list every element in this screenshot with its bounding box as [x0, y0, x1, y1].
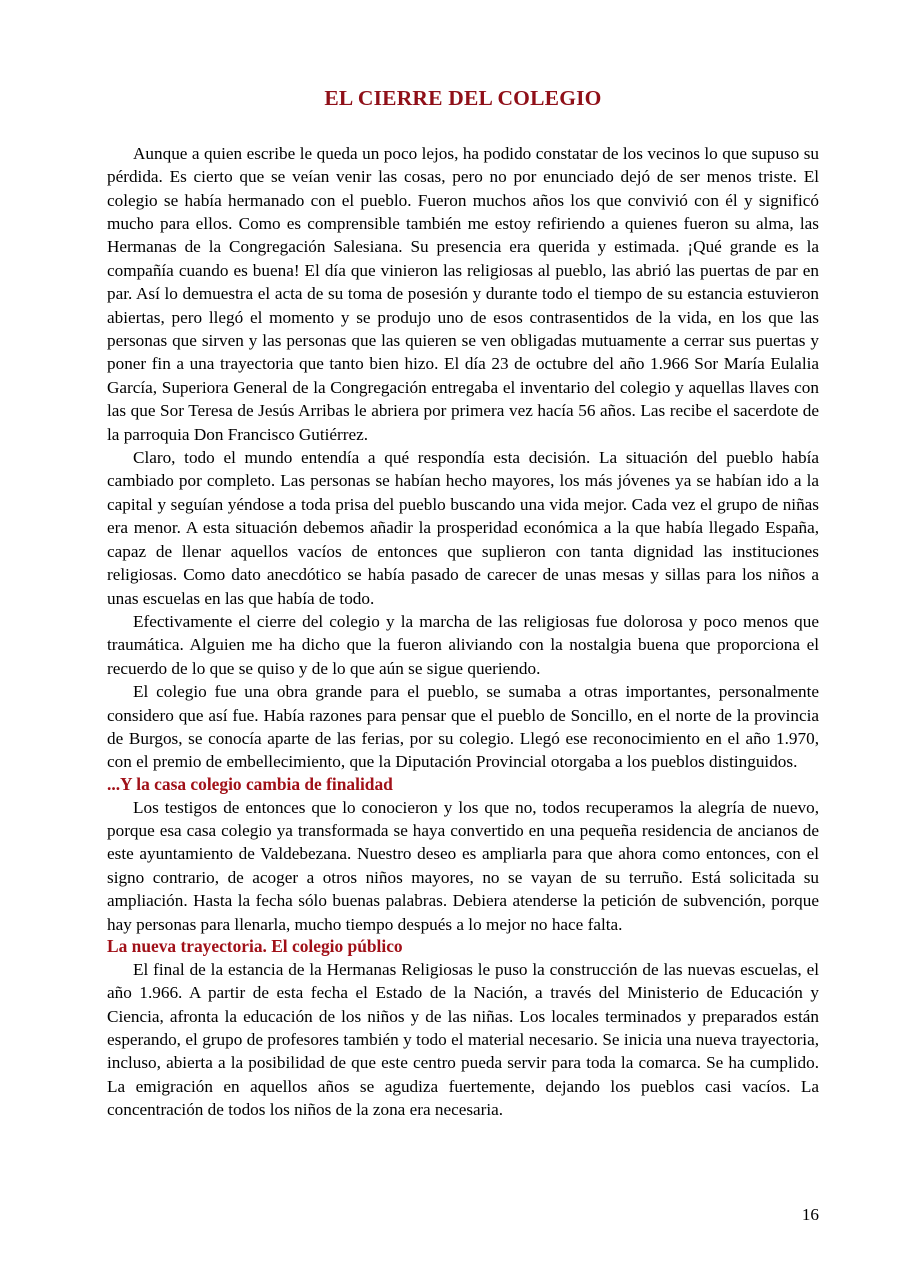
paragraph-recognition: El colegio fue una obra grande para el pueblo, se sumaba a otras importantes, personalmente considero que así fue. Había razones para pensar que el pueblo de Soncillo, en el norte de la provincia de Burgos, se conocía aparte de las ferias, por su colegio. Llegó ese reconocimiento en el año 1.970, con el premio de embellecimiento, que la Diputación Provincial otorgaba a los pueblos distinguidos. [107, 682, 819, 772]
paragraph-nueva-trayectoria: El final de la estancia de la Hermanas Religiosas le puso la construcción de las nuevas escuelas, el año 1.966. A partir de esta fecha el Estado de la Nación, a través del Ministerio de Educación y Ciencia, afronta la educación de los niños y de las niñas. Los locales terminados y preparados están esperando, el grupo de profesores también y todo el material necesario. Se inicia una nueva trayectoria, incluso, abierta a la posibilidad de que este centro pueda servir para toda la comarca. Se ha cumplido. La emigración en aquellos años se agudiza fuertemente, dejando los pueblos casi vacíos. La concentración de todos los niños de la zona era necesaria. [107, 959, 819, 1120]
section-heading-casa-colegio: ...Y la casa colegio cambia de finalidad [107, 773, 393, 794]
paragraph-context: Claro, todo el mundo entendía a qué respondía esta decisión. La situación del pueblo había cambiado por completo. Las personas se habían hecho mayores, los más jóvenes ya se habían ido a la capital y seguían yéndose a toda prisa del pueblo buscando una vida mejor. Cada vez el grupo de niñas era menor. A esta situación debemos añadir la prosperidad económica a la que había llegado España, capaz de llenar aquellos vacíos de entonces que suplieron con tanta dignidad las instituciones religiosas. Como dato anecdótico se había pasado de carecer de unas mesas y sillas para los niños a unas escuelas en las que había de todo. [107, 448, 819, 608]
paragraph-casa-colegio: Los testigos de entonces que lo conocieron y los que no, todos recuperamos la alegría de nuevo, porque esa casa colegio ya transformada se haya convertido en una pequeña residencia de ancianos de este ayuntamiento de Valdebezana. Nuestro deseo es ampliarla para que ahora como entonces, con el signo contrario, de acoger a otros niños mayores, no se vayan de su terruño. Está solicitada su ampliación. Hasta la fecha sólo buenas palabras. Debiera atenderse la petición de subvención, porque hay personas para llenarla, mucho tiempo después a lo mejor no hace falta. [107, 797, 819, 934]
paragraph-intro: Aunque a quien escribe le queda un poco lejos, ha podido constatar de los vecinos lo que supuso su pérdida. Es cierto que se veían venir las cosas, pero no por enunciado dejó de ser menos triste. El colegio se había hermanado con el pueblo. Fueron muchos años los que convivió con él y significó mucho para ellos. Como es comprensible también me estoy refiriendo a quienes fueron su alma, las Hermanas de la Congregación Salesiana. Su presencia era querida y estimada. ¡Qué grande es la compañía cuando es buena! El día que vinieron las religiosas al pueblo, las abrió las puertas de par en par. Así lo demuestra el acta de su toma de posesión y durante todo el tiempo de su estancia estuvieron abiertas, pero llegó el momento y se produjo uno de esos contrasentidos de la vida, en los que las personas que sirven y las personas que las quieren se ven obligadas mutuamente a cerrar sus puertas y poner fin a una trayectoria que tanto bien hizo. El día 23 de octubre del año 1.966 Sor María Eulalia García, Superiora General de la Congregación entregaba el inventario del colegio y aquellas llaves con las que Sor Teresa de Jesús Arribas le abriera por primera vez hacía 56 años. Las recibe el sacerdote de la parroquia Don Francisco Gutiérrez. [107, 143, 819, 444]
page-content [107, 0, 819, 1122]
page-title: EL CIERRE DEL COLEGIO [324, 86, 602, 110]
page-number: 16 [801, 1205, 819, 1224]
section-heading-nueva-trayectoria: La nueva trayectoria. El colegio público [107, 935, 403, 956]
paragraph-closure-feelings: Efectivamente el cierre del colegio y la marcha de las religiosas fue dolorosa y poco menos que traumática. Alguien me ha dicho que la fueron aliviando con la nostalgia buena que proporciona el recuerdo de lo que se quiso y de lo que aún se sigue queriendo. [107, 611, 819, 678]
